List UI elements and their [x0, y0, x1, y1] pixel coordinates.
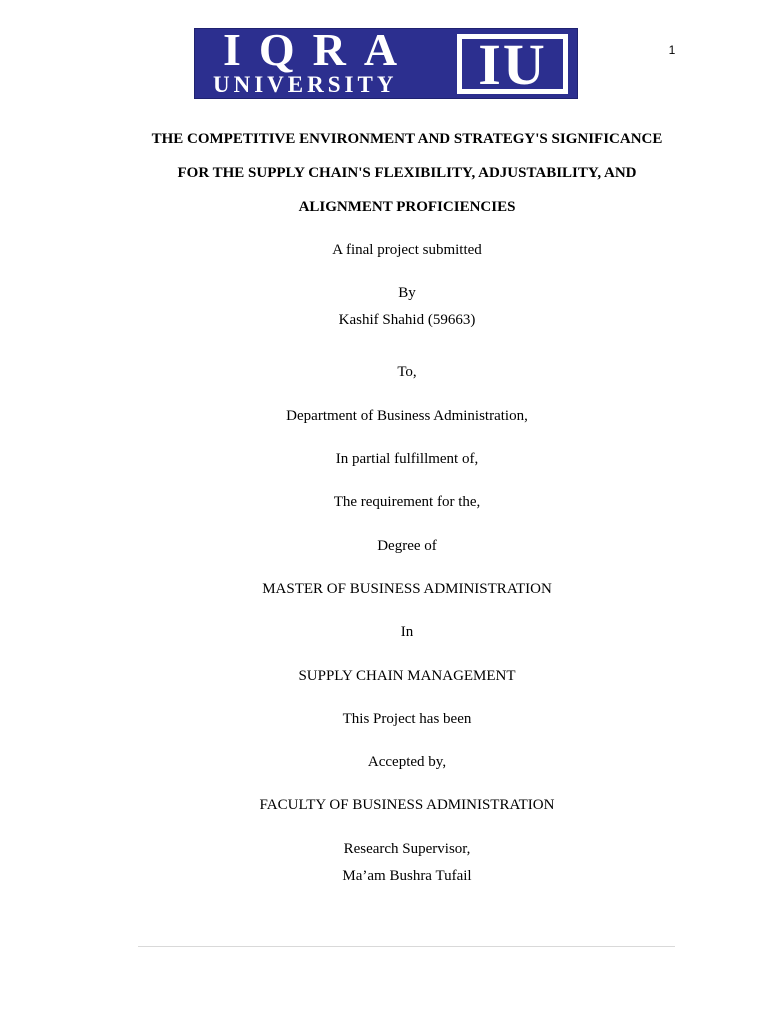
degree-name: MASTER OF BUSINESS ADMINISTRATION [262, 581, 552, 597]
in-text: In [400, 624, 414, 640]
submitted-text: A final project submitted [332, 242, 482, 258]
logo-monogram: IU [478, 32, 547, 97]
degree-of-text: Degree of [377, 538, 437, 554]
department-text: Department of Business Administration, [286, 408, 528, 424]
title-line-2: FOR THE SUPPLY CHAIN'S FLEXIBILITY, ADJUSTABILITY, AND [177, 165, 637, 181]
to-text: To, [397, 364, 417, 380]
title-line-1: THE COMPETITIVE ENVIRONMENT AND STRATEGY'S SIGNIFICANCE [151, 131, 663, 147]
supervisor-label: Research Supervisor, [343, 841, 471, 857]
supervisor-name: Ma’am Bushra Tufail [342, 868, 472, 884]
by-text: By [398, 285, 416, 301]
logo-iqra-text: IQRA [223, 28, 416, 75]
faculty-text: FACULTY OF BUSINESS ADMINISTRATION [259, 797, 555, 813]
author-name: Kashif Shahid (59663) [338, 312, 476, 328]
specialization-text: SUPPLY CHAIN MANAGEMENT [298, 668, 516, 684]
accepted-by-text: Accepted by, [367, 754, 447, 770]
project-has-been-text: This Project has been [342, 711, 472, 727]
iqra-university-logo [194, 28, 578, 99]
footer-divider [138, 946, 675, 947]
page-number: 1 [668, 43, 676, 57]
logo-monogram-box [457, 32, 568, 97]
logo-university-text: UNIVERSITY [213, 72, 398, 97]
title-line-3: ALIGNMENT PROFICIENCIES [298, 199, 516, 215]
partial-fulfillment-text: In partial fulfillment of, [335, 451, 479, 467]
requirement-text: The requirement for the, [333, 494, 481, 510]
